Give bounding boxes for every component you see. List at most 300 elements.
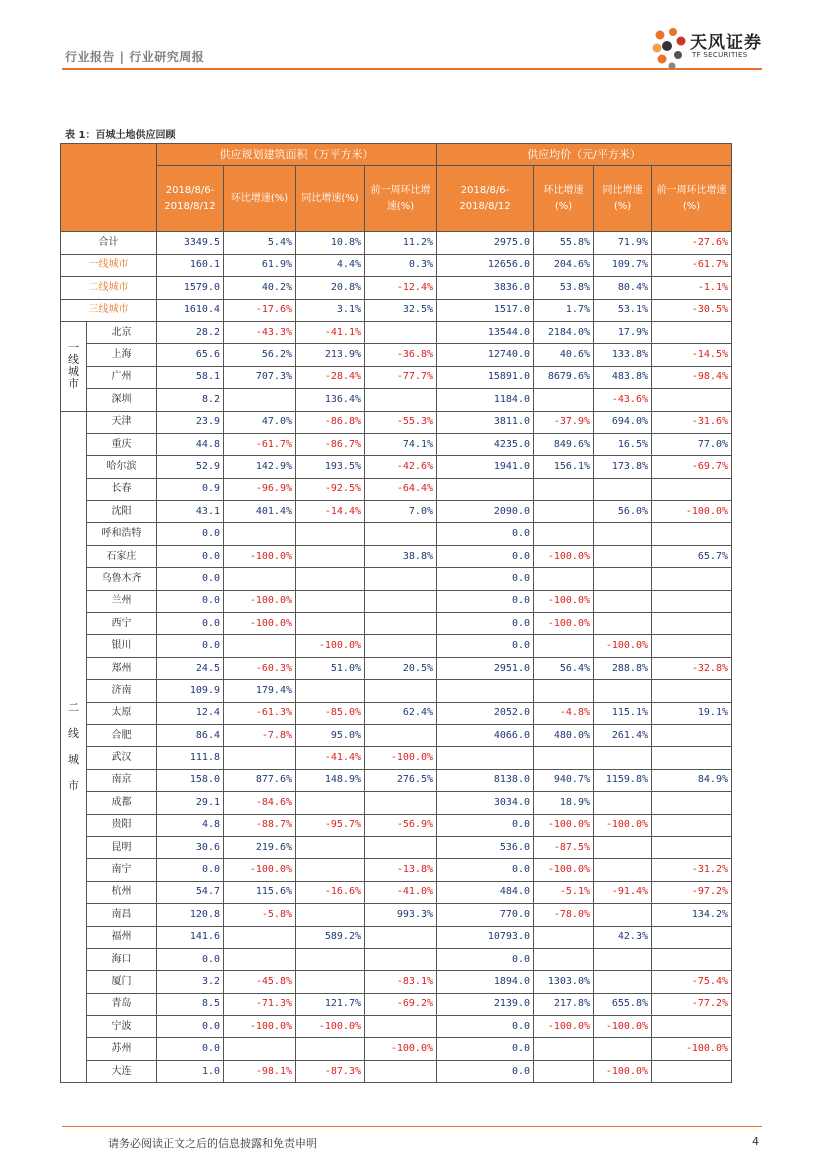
data-cell: -77.7%: [365, 366, 437, 388]
city-name: 长春: [87, 478, 157, 500]
data-cell: -43.6%: [594, 389, 652, 411]
city-name: 太原: [87, 702, 157, 724]
data-cell: 19.1%: [652, 702, 732, 724]
data-cell: 53.8%: [534, 277, 594, 299]
city-name: 成都: [87, 792, 157, 814]
data-cell: -32.8%: [652, 657, 732, 679]
table-row: [61, 769, 732, 791]
data-cell: 74.1%: [365, 433, 437, 455]
data-cell: 483.8%: [594, 366, 652, 388]
data-cell: 3811.0: [437, 411, 534, 433]
data-cell: [437, 478, 534, 500]
table-row: [61, 993, 732, 1015]
data-cell: 32.5%: [365, 299, 437, 321]
data-cell: 217.8%: [534, 993, 594, 1015]
city-name: 郑州: [87, 657, 157, 679]
data-cell: [594, 859, 652, 881]
data-cell: 44.8: [157, 433, 224, 455]
data-cell: [296, 1038, 365, 1060]
sub-header-3: 前一周环比增速(%): [365, 166, 437, 232]
data-cell: [652, 948, 732, 970]
data-cell: [534, 680, 594, 702]
city-name: 宁波: [87, 1016, 157, 1038]
data-cell: 11.2%: [365, 232, 437, 254]
data-cell: 1517.0: [437, 299, 534, 321]
city-name: 青岛: [87, 993, 157, 1015]
data-cell: -85.0%: [296, 702, 365, 724]
data-cell: 0.0: [437, 1016, 534, 1038]
city-name: 银川: [87, 635, 157, 657]
data-cell: [652, 389, 732, 411]
data-cell: -100.0%: [594, 1060, 652, 1082]
table-row: [61, 411, 732, 433]
city-name: 大连: [87, 1060, 157, 1082]
data-cell: 109.9: [157, 680, 224, 702]
data-cell: [652, 635, 732, 657]
data-cell: -56.9%: [365, 814, 437, 836]
data-cell: [365, 1060, 437, 1082]
data-cell: 1579.0: [157, 277, 224, 299]
data-cell: 136.4%: [296, 389, 365, 411]
data-cell: 56.0%: [594, 501, 652, 523]
data-cell: 0.0: [437, 859, 534, 881]
data-cell: [594, 590, 652, 612]
data-cell: 1.0: [157, 1060, 224, 1082]
data-cell: -31.2%: [652, 859, 732, 881]
city-name: 贵阳: [87, 814, 157, 836]
data-cell: 0.0: [437, 613, 534, 635]
data-cell: 0.0: [437, 545, 534, 567]
data-cell: -69.7%: [652, 456, 732, 478]
data-cell: -31.6%: [652, 411, 732, 433]
data-cell: [296, 545, 365, 567]
table-row: [61, 1038, 732, 1060]
data-cell: [652, 1016, 732, 1038]
data-cell: 484.0: [437, 881, 534, 903]
data-cell: 42.3%: [594, 926, 652, 948]
data-cell: -100.0%: [534, 814, 594, 836]
data-cell: 993.3%: [365, 904, 437, 926]
table-row: [61, 456, 732, 478]
data-cell: -12.4%: [365, 277, 437, 299]
table-row: [61, 366, 732, 388]
data-cell: 43.1: [157, 501, 224, 523]
data-cell: -14.4%: [296, 501, 365, 523]
data-cell: -98.4%: [652, 366, 732, 388]
data-cell: 8679.6%: [534, 366, 594, 388]
page-number: 4: [752, 1135, 759, 1148]
data-cell: 3034.0: [437, 792, 534, 814]
data-cell: 3836.0: [437, 277, 534, 299]
data-cell: 0.0: [157, 635, 224, 657]
data-cell: -5.8%: [224, 904, 296, 926]
data-cell: [534, 948, 594, 970]
data-cell: [652, 321, 732, 343]
table-row: [61, 344, 732, 366]
data-cell: -45.8%: [224, 971, 296, 993]
table-row: [61, 1060, 732, 1082]
data-cell: 40.2%: [224, 277, 296, 299]
data-cell: -100.0%: [365, 1038, 437, 1060]
data-cell: -100.0%: [224, 613, 296, 635]
data-cell: [365, 635, 437, 657]
sub-header-7: 前一周环比增速(%): [652, 166, 732, 232]
data-cell: [296, 613, 365, 635]
data-cell: 2139.0: [437, 993, 534, 1015]
table-row: [61, 277, 732, 299]
data-cell: [224, 1038, 296, 1060]
data-cell: -41.4%: [296, 747, 365, 769]
data-cell: [534, 747, 594, 769]
table-row: [61, 747, 732, 769]
data-cell: [534, 1060, 594, 1082]
data-cell: 0.9: [157, 478, 224, 500]
data-cell: -100.0%: [534, 545, 594, 567]
data-cell: 77.0%: [652, 433, 732, 455]
data-cell: [652, 590, 732, 612]
data-cell: -92.5%: [296, 478, 365, 500]
data-cell: -13.8%: [365, 859, 437, 881]
group-label: 二 线 城 市: [61, 411, 87, 1083]
data-cell: -61.3%: [224, 702, 296, 724]
data-cell: -42.6%: [365, 456, 437, 478]
data-cell: -61.7%: [652, 254, 732, 276]
data-cell: 0.0: [157, 859, 224, 881]
data-cell: [224, 635, 296, 657]
data-cell: 20.8%: [296, 277, 365, 299]
data-cell: 158.0: [157, 769, 224, 791]
data-cell: 18.9%: [534, 792, 594, 814]
data-cell: -43.3%: [224, 321, 296, 343]
data-cell: 401.4%: [224, 501, 296, 523]
data-cell: -16.6%: [296, 881, 365, 903]
table-row: [61, 792, 732, 814]
data-cell: 51.0%: [296, 657, 365, 679]
data-cell: 4235.0: [437, 433, 534, 455]
data-cell: 160.1: [157, 254, 224, 276]
data-cell: 0.0: [157, 613, 224, 635]
data-cell: -77.2%: [652, 993, 732, 1015]
data-cell: 3.2: [157, 971, 224, 993]
row-label: 一线城市: [61, 254, 157, 276]
data-cell: -100.0%: [594, 635, 652, 657]
data-cell: -87.3%: [296, 1060, 365, 1082]
data-cell: [296, 948, 365, 970]
data-cell: 156.1%: [534, 456, 594, 478]
data-cell: [594, 568, 652, 590]
data-cell: [365, 948, 437, 970]
data-cell: 219.6%: [224, 836, 296, 858]
data-cell: 193.5%: [296, 456, 365, 478]
data-cell: [652, 814, 732, 836]
data-cell: 65.7%: [652, 545, 732, 567]
data-cell: 17.9%: [594, 321, 652, 343]
data-cell: 4.4%: [296, 254, 365, 276]
data-cell: 95.0%: [296, 724, 365, 746]
data-cell: -86.7%: [296, 433, 365, 455]
table-row: [61, 680, 732, 702]
data-cell: 7.0%: [365, 501, 437, 523]
footer-disclaimer: 请务必阅读正文之后的信息披露和免责申明: [108, 1137, 317, 1150]
data-cell: -69.2%: [365, 993, 437, 1015]
city-name: 厦门: [87, 971, 157, 993]
data-cell: -61.7%: [224, 433, 296, 455]
data-cell: 4066.0: [437, 724, 534, 746]
data-cell: [296, 859, 365, 881]
data-cell: [594, 904, 652, 926]
sub-header-1: 环比增速(%): [224, 166, 296, 232]
data-cell: [437, 747, 534, 769]
data-cell: 0.0: [157, 568, 224, 590]
table-corner: [61, 144, 157, 232]
data-cell: 0.0: [157, 1016, 224, 1038]
data-cell: [652, 836, 732, 858]
data-cell: 58.1: [157, 366, 224, 388]
data-cell: 536.0: [437, 836, 534, 858]
data-cell: -86.8%: [296, 411, 365, 433]
data-cell: 111.8: [157, 747, 224, 769]
data-cell: 0.0: [437, 568, 534, 590]
table-row: [61, 657, 732, 679]
data-cell: [365, 724, 437, 746]
data-cell: 0.0: [437, 635, 534, 657]
data-cell: [296, 792, 365, 814]
data-cell: 0.0: [157, 523, 224, 545]
data-cell: [296, 680, 365, 702]
group-label: 一 线 城 市: [61, 321, 87, 411]
data-cell: 179.4%: [224, 680, 296, 702]
data-cell: 276.5%: [365, 769, 437, 791]
data-cell: 120.8: [157, 904, 224, 926]
sub-header-row: [61, 166, 732, 232]
data-cell: 3349.5: [157, 232, 224, 254]
logo-text-cn: 天风证券: [690, 33, 762, 53]
data-cell: -100.0%: [534, 859, 594, 881]
data-cell: 20.5%: [365, 657, 437, 679]
area-group-header: 供应规划建筑面积（万平方米）: [157, 144, 437, 166]
city-name: 天津: [87, 411, 157, 433]
data-cell: [296, 590, 365, 612]
data-cell: 8.2: [157, 389, 224, 411]
data-cell: -100.0%: [652, 501, 732, 523]
data-cell: -5.1%: [534, 881, 594, 903]
data-cell: 12740.0: [437, 344, 534, 366]
city-name: 重庆: [87, 433, 157, 455]
table-row: [61, 501, 732, 523]
data-cell: [594, 836, 652, 858]
data-cell: -27.6%: [652, 232, 732, 254]
city-name: 广州: [87, 366, 157, 388]
data-cell: [594, 545, 652, 567]
data-cell: [534, 1038, 594, 1060]
city-name: 北京: [87, 321, 157, 343]
table-row: [61, 971, 732, 993]
data-cell: 2975.0: [437, 232, 534, 254]
data-cell: 3.1%: [296, 299, 365, 321]
data-cell: 148.9%: [296, 769, 365, 791]
table-row: [61, 478, 732, 500]
data-cell: [652, 747, 732, 769]
data-cell: 288.8%: [594, 657, 652, 679]
data-cell: 1894.0: [437, 971, 534, 993]
city-name: 苏州: [87, 1038, 157, 1060]
data-cell: 1.7%: [534, 299, 594, 321]
data-cell: [652, 613, 732, 635]
data-cell: 53.1%: [594, 299, 652, 321]
table-row: [61, 523, 732, 545]
data-cell: 4.8: [157, 814, 224, 836]
data-cell: 55.8%: [534, 232, 594, 254]
data-cell: -37.9%: [534, 411, 594, 433]
table-row: [61, 836, 732, 858]
company-logo: [650, 26, 780, 72]
city-name: 海口: [87, 948, 157, 970]
data-cell: [437, 680, 534, 702]
data-cell: -100.0%: [594, 1016, 652, 1038]
data-cell: [594, 1038, 652, 1060]
data-cell: [652, 724, 732, 746]
city-name: 深圳: [87, 389, 157, 411]
data-cell: 2090.0: [437, 501, 534, 523]
data-cell: [594, 680, 652, 702]
data-cell: [652, 1060, 732, 1082]
data-cell: 213.9%: [296, 344, 365, 366]
data-cell: [224, 747, 296, 769]
city-name: 福州: [87, 926, 157, 948]
footer-divider: [62, 1126, 762, 1127]
data-cell: 173.8%: [594, 456, 652, 478]
city-name: 昆明: [87, 836, 157, 858]
table-row: [61, 724, 732, 746]
data-cell: -95.7%: [296, 814, 365, 836]
city-name: 西宁: [87, 613, 157, 635]
data-cell: -64.4%: [365, 478, 437, 500]
table-row: [61, 232, 732, 254]
data-cell: 109.7%: [594, 254, 652, 276]
table-row: [61, 613, 732, 635]
table-row: [61, 904, 732, 926]
city-name: 乌鲁木齐: [87, 568, 157, 590]
data-cell: -100.0%: [296, 1016, 365, 1038]
data-cell: 0.0: [157, 1038, 224, 1060]
data-cell: -30.5%: [652, 299, 732, 321]
data-cell: 2951.0: [437, 657, 534, 679]
table-row: [61, 814, 732, 836]
data-cell: -1.1%: [652, 277, 732, 299]
table-row: [61, 926, 732, 948]
data-cell: [652, 523, 732, 545]
data-cell: 16.5%: [594, 433, 652, 455]
data-cell: [365, 1016, 437, 1038]
table-row: [61, 389, 732, 411]
table-row: [61, 299, 732, 321]
data-cell: [652, 568, 732, 590]
data-cell: -28.4%: [296, 366, 365, 388]
data-cell: -14.5%: [652, 344, 732, 366]
data-cell: -36.8%: [365, 344, 437, 366]
table-row: [61, 702, 732, 724]
data-cell: -87.5%: [534, 836, 594, 858]
data-cell: [652, 792, 732, 814]
data-cell: 52.9: [157, 456, 224, 478]
data-cell: 142.9%: [224, 456, 296, 478]
data-cell: -17.6%: [224, 299, 296, 321]
data-cell: -91.4%: [594, 881, 652, 903]
table-row: [61, 590, 732, 612]
data-cell: -100.0%: [594, 814, 652, 836]
data-cell: 655.8%: [594, 993, 652, 1015]
data-cell: [296, 523, 365, 545]
row-label: 二线城市: [61, 277, 157, 299]
city-name: 南宁: [87, 859, 157, 881]
sub-header-2: 同比增速(%): [296, 166, 365, 232]
table-row: [61, 568, 732, 590]
data-cell: [534, 478, 594, 500]
data-cell: [534, 635, 594, 657]
data-cell: [534, 501, 594, 523]
table-title: 表 1：百城土地供应回顾: [65, 130, 176, 141]
data-cell: 38.8%: [365, 545, 437, 567]
data-cell: -88.7%: [224, 814, 296, 836]
data-cell: 65.6: [157, 344, 224, 366]
data-cell: [652, 680, 732, 702]
logo-text-en: TF SECURITIES: [692, 51, 748, 59]
data-cell: 115.6%: [224, 881, 296, 903]
data-cell: -41.1%: [296, 321, 365, 343]
flower-logo-icon: [650, 26, 690, 72]
data-cell: 134.2%: [652, 904, 732, 926]
city-name: 济南: [87, 680, 157, 702]
city-name: 哈尔滨: [87, 456, 157, 478]
data-cell: [224, 926, 296, 948]
data-cell: 589.2%: [296, 926, 365, 948]
data-cell: 1159.8%: [594, 769, 652, 791]
data-cell: 0.0: [157, 545, 224, 567]
data-cell: -55.3%: [365, 411, 437, 433]
sub-header-6: 同比增速(%): [594, 166, 652, 232]
data-cell: [534, 926, 594, 948]
city-name: 南昌: [87, 904, 157, 926]
data-cell: [594, 792, 652, 814]
data-cell: [224, 389, 296, 411]
data-cell: 13544.0: [437, 321, 534, 343]
data-cell: -75.4%: [652, 971, 732, 993]
data-cell: 15891.0: [437, 366, 534, 388]
data-cell: 61.9%: [224, 254, 296, 276]
data-cell: 133.8%: [594, 344, 652, 366]
data-cell: 0.0: [157, 590, 224, 612]
data-cell: 480.0%: [534, 724, 594, 746]
table-row: [61, 545, 732, 567]
city-name: 沈阳: [87, 501, 157, 523]
data-cell: 10.8%: [296, 232, 365, 254]
data-cell: [652, 478, 732, 500]
sub-header-5: 环比增速(%): [534, 166, 594, 232]
data-cell: 0.0: [157, 948, 224, 970]
data-cell: [224, 948, 296, 970]
data-cell: 47.0%: [224, 411, 296, 433]
data-cell: 24.5: [157, 657, 224, 679]
data-cell: 0.0: [437, 590, 534, 612]
data-cell: -78.0%: [534, 904, 594, 926]
data-cell: [365, 613, 437, 635]
data-cell: 1303.0%: [534, 971, 594, 993]
data-cell: -100.0%: [652, 1038, 732, 1060]
price-group-header: 供应均价（元/平方米）: [437, 144, 732, 166]
data-cell: 261.4%: [594, 724, 652, 746]
city-name: 兰州: [87, 590, 157, 612]
data-cell: 0.0: [437, 523, 534, 545]
